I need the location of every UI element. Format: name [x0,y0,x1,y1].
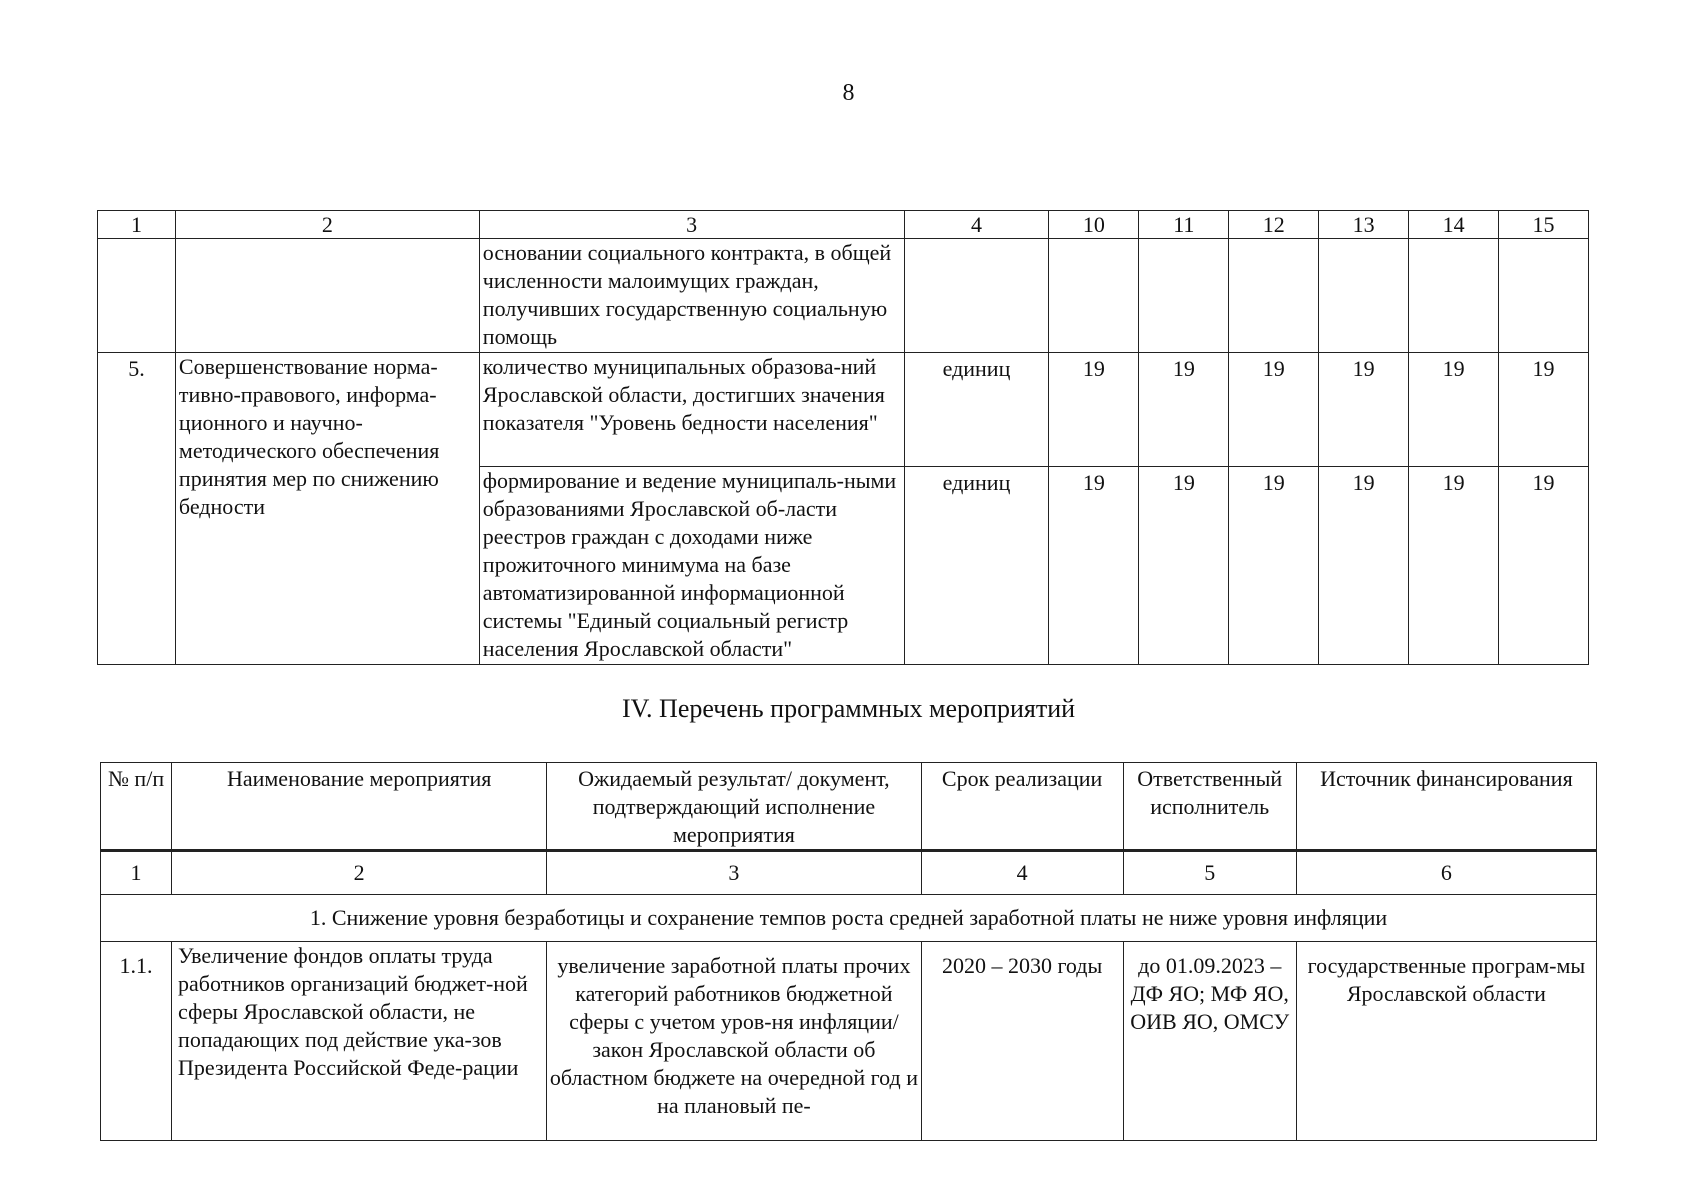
column-number: 12 [1229,211,1319,239]
column-number: 10 [1049,211,1139,239]
expected-result: увеличение заработной платы прочих категорий работников бюджетной сферы с учетом уров-ня инфляции/ закон Ярославской области об областном бюджете на очередной год и на плановый пе- [547,942,921,1141]
table-header-row [98,211,1589,239]
value-cell: 19 [1229,467,1319,665]
financing-source: государственные програм-мы Ярославской области [1296,942,1596,1141]
header-cell: Наименование мероприятия [172,763,547,851]
header-cell: Источник финансирования [1296,763,1596,851]
column-number: 11 [1139,211,1229,239]
value-cell: 19 [1499,467,1589,665]
column-number: 3 [479,211,904,239]
column-number: 6 [1296,851,1596,895]
value-cell: 19 [1409,353,1499,467]
value-cell: 19 [1499,353,1589,467]
header-cell: № п/п [101,763,172,851]
value-cell: 19 [1049,467,1139,665]
table-row [98,353,1589,467]
column-number: 13 [1319,211,1409,239]
indicator-text: количество муниципальных образова-ний Ярославской области, достигших значения показателя "Уровень бедности населения" [479,353,904,467]
section-title: IV. Перечень программных мероприятий [621,694,1076,723]
row-number: 5. [98,353,176,665]
column-number: 14 [1409,211,1499,239]
header-cell: Ответственный исполнитель [1123,763,1296,851]
column-number: 2 [175,211,479,239]
column-number: 1 [101,851,172,895]
section-heading: 1. Снижение уровня безработицы и сохранение темпов роста средней заработной платы не ниже уровня инфляции [101,895,1597,942]
indicator-text: формирование и ведение муниципаль-ными образованиями Ярославской об-ласти реестров граждан с доходами ниже прожиточного минимума на базе автоматизированной информационной системы "Единый социальный регистр населения Ярославской области" [479,467,904,665]
section-row [101,895,1597,942]
value-cell: 19 [1139,467,1229,665]
column-number: 2 [172,851,547,895]
column-numbers-row [101,851,1597,895]
column-number: 4 [921,851,1123,895]
column-number: 1 [98,211,176,239]
header-cell: Срок реализации [921,763,1123,851]
column-number: 15 [1499,211,1589,239]
value-cell: 19 [1139,353,1229,467]
measure-name: Совершенствование норма-тивно-правового, информа-ционного и научно-методического обеспечения принятия мер по снижению бедности [175,353,479,665]
column-number: 5 [1123,851,1296,895]
row-number: 1.1. [101,942,172,1141]
table-row [101,942,1597,1141]
responsible-executor: до 01.09.2023 – ДФ ЯО; МФ ЯО, ОИВ ЯО, ОМСУ [1123,942,1296,1141]
program-measures-table [100,762,1597,1141]
value-cell: 19 [1409,467,1499,665]
table-row [98,239,1589,353]
measure-name: Увеличение фондов оплаты труда работников организаций бюджет-ной сферы Ярославской области, не попадающих под действие ука-зов Президента Российской Феде-рации [172,942,547,1141]
column-number: 4 [904,211,1049,239]
value-cell: 19 [1319,467,1409,665]
table-header-row [101,763,1597,851]
implementation-term: 2020 – 2030 годы [921,942,1123,1141]
value-cell: 19 [1049,353,1139,467]
value-cell: 19 [1229,353,1319,467]
page-number: 8 [842,80,855,106]
indicators-table [97,210,1589,665]
header-cell: Ожидаемый результат/ документ, подтверждающий исполнение мероприятия [547,763,921,851]
indicator-text: основании социального контракта, в общей численности малоимущих граждан, получивших государственную социальную помощь [479,239,904,353]
unit-cell: единиц [904,467,1049,665]
unit-cell: единиц [904,353,1049,467]
column-number: 3 [547,851,921,895]
value-cell: 19 [1319,353,1409,467]
